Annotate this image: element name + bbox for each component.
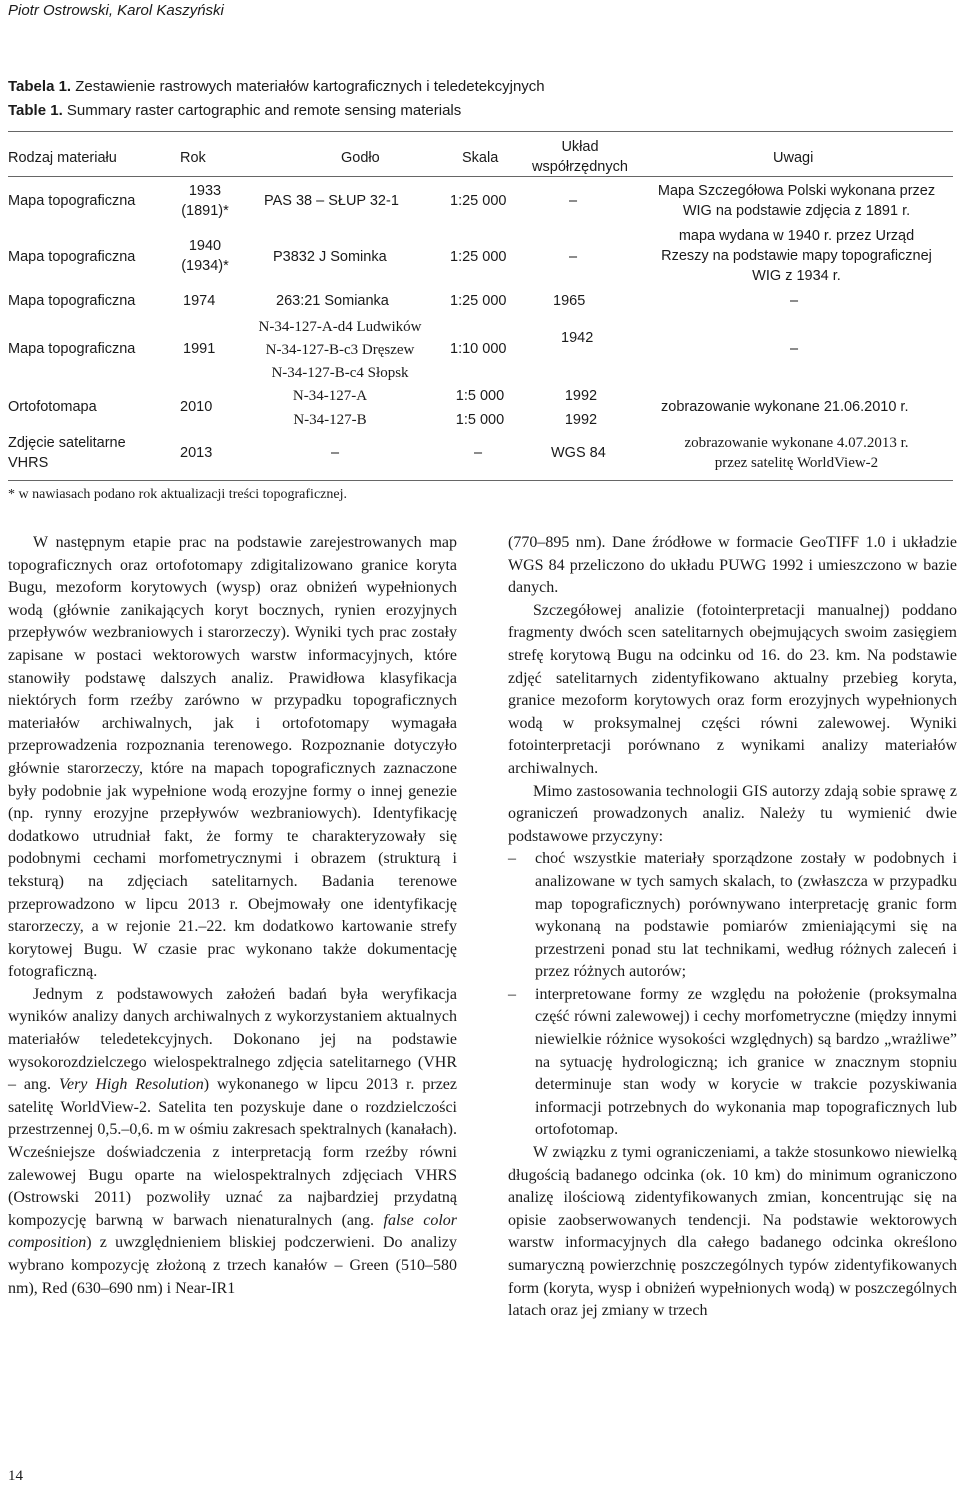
table-caption-pl: Tabela 1. Zestawienie rastrowych materiałów kartograficznych i teledetekcyjnych xyxy=(8,78,545,95)
table-bottom-rule xyxy=(8,480,953,481)
paragraph: Mimo zastosowania technologii GIS autorzy zdają sobie sprawę z ograniczeń prowadzonych analiz. Należy tu wymienić dwie podstawowe przyczyny: xyxy=(508,782,957,845)
body-column-right xyxy=(508,532,957,1323)
list-item: – interpretowane formy ze względu na położenie (proksymalna część równi zalewowej) i cechy morfometryczne (między innymi niewielkie różnice wysokości względnych) są bardzo „wrażliwe” na sytuację hydrologiczną; ich granice w znacznym stopniu determinuje stan wody w korycie w trakcie pozyskiwania informacji potrzebnych do wykonania map topograficznych lub ortofotomap. xyxy=(508,984,957,1142)
header-rok: Rok xyxy=(180,150,206,166)
cell-godlo: – xyxy=(331,445,340,461)
cell-godlo: N-34-127-A N-34-127-B xyxy=(292,388,368,428)
cell-uklad: – xyxy=(569,249,578,265)
header-rodzaj: Rodzaj materiału xyxy=(8,150,117,166)
header-godlo: Godło xyxy=(341,150,380,166)
cell-uklad: 1965 xyxy=(553,293,586,309)
cell-uwagi: Mapa Szczegółowa Polski wykonana przez WIG na podstawie zdjęcia z 1891 r. xyxy=(657,183,936,219)
list-item: – choć wszystkie materiały sporządzone zostały w podobnych i analizowane w tych samych skalach, to (zwłaszcza w przypadku map topograficznych) porównywano interpretację granic form wykonaną na podstawie pomiarów zmieniającymi się na przestrzeni ponad stu lat technikami, według różnych zaleceń i przez różnych autorów; xyxy=(508,848,957,984)
header-uklad: Układ współrzędnych xyxy=(532,139,628,175)
cell-skala: 1:25 000 xyxy=(450,249,507,265)
cell-rodzaj: Ortofotomapa xyxy=(8,399,97,415)
paragraph: Szczegółowej analizie (fotointerpretacji manualnej) poddano fragmenty dwóch scen satelitarnych obejmujących swoim zasięgiem strefę korytową Bugu na odcinku od 16. do 23. km. Na podstawie zdjęć satelitarnych zidentyfikowano aktualny przebieg koryta, granice mezoform korytowych oraz form erozyjnych wypełnionych wodą w proksymalnej części równi zalewowej. Wyniki fotointerpretacji porównano z wynikami analizy materiałów archiwalnych. xyxy=(508,601,957,777)
cell-uklad: 1992 1992 xyxy=(564,388,598,428)
table-header-rule xyxy=(8,176,953,177)
table-caption-en: Table 1. Summary raster cartographic and remote sensing materials xyxy=(8,102,462,119)
paragraph: W następnym etapie prac na podstawie zarejestrowanych map topograficznych oraz ortofotomapy zdigitalizowano granice koryta Bugu, mezoform korytowych (wysp) oraz obniżeń wypełnionych wodą (głównie zanikających koryt bocznych, rynien erozyjnych przepływów wezbraniowych i starorzeczy). Wyniki tych prac zostały zapisane w postaci wektorowych warstw informacyjnych, które stanowiły podstawę dalszych analiz. Prawidłowa klasyfikacja niektórych form rzeźby zarówno w przypadku topograficznych materiałów archiwalnych, jak i ortofotomapy wymagała przeprowadzenia rozpoznania terenowego. Rozpoznanie dotyczyło głównie starorzeczy, które na mapach topograficznych zaznaczone były podobnie jak wypełnione wodą erozyjne formy o innej genezie (np. rynny erozyjne przepływów wezbraniowych). Identyfikację dodatkowo utrudniał fakt, że formy te charakteryzowały się podobnymi cechami morfometrycznymi i obrazem (strukturą i teksturą) na zdjęciach satelitarnych. Badania terenowe przeprowadzono w lipcu 2013 r. Obejmowały one identyfikację starorzeczy, a w rejonie 21.–22. km dodatkowo kartowanie strefy korytowej Bugu. W czasie prac wykonano także dokumentację fotograficzną. xyxy=(8,534,457,981)
cell-uklad: WGS 84 xyxy=(551,445,606,461)
cell-uklad: 1942 xyxy=(561,330,594,346)
cell-rok: 1974 xyxy=(183,293,216,309)
cell-skala: 1:25 000 xyxy=(450,293,507,309)
cell-rodzaj: Mapa topograficzna xyxy=(8,293,136,309)
cell-rodzaj: Mapa topograficzna xyxy=(8,249,136,265)
cell-godlo: 263:21 Somianka xyxy=(276,293,389,309)
cell-uwagi: – xyxy=(790,341,799,357)
cell-uwagi: zobrazowanie wykonane 21.06.2010 r. xyxy=(661,399,909,415)
paragraph: (770–895 nm). Dane źródłowe w formacie GeoTIFF 1.0 i układzie WGS 84 przeliczono do układu PUWG 1992 i umieszczono w bazie danych. xyxy=(508,534,957,597)
cell-godlo: N-34-127-A-d4 Ludwików N-34-127-B-c3 Dręszew N-34-127-B-c4 Słopsk xyxy=(258,319,422,381)
table-footnote: * w nawiasach podano rok aktualizacji treści topograficznej. xyxy=(8,487,347,502)
cell-uwagi: mapa wydana w 1940 r. przez Urząd Rzeszy na podstawie mapy topograficznej WIG z 1934 r. xyxy=(661,228,932,284)
cell-uwagi: – xyxy=(790,293,799,309)
cell-godlo: P3832 J Sominka xyxy=(273,249,387,265)
cell-rok: 1991 xyxy=(183,341,216,357)
cell-rok: 1933 (1891)* xyxy=(181,183,229,219)
cell-skala: – xyxy=(474,445,483,461)
cell-rodzaj: Mapa topograficzna xyxy=(8,341,136,357)
cell-skala: 1:10 000 xyxy=(450,341,507,357)
paragraph: W związku z tymi ograniczeniami, a także stosunkowo niewielką długością badanego odcinka (ok. 10 km) do minimum ograniczono analizę ilościową zidentyfikowanych zmian, koncentrując się na opisie zaobserwowanych tendencji. Na podstawie wektorowych warstw informacyjnych dla całego badanego odcinka określono sumaryczną powierzchnię poszczególnych typów zidentyfikowanych form (koryta, wysp i obniżeń wypełnionych wodą) w poszczególnych latach oraz jej zmiany w trzech xyxy=(508,1144,957,1320)
body-column-left xyxy=(8,532,457,1300)
paragraph: Jednym z podstawowych założeń badań była weryfikacja wyników analizy danych archiwalnych z wykorzystaniem aktualnych materiałów teledetekcyjnych. Dokonano jej na podstawie wysokorozdzielczego wielospektralnego zdjęcia satelitarnego (VHR – ang. Very High Resolution) wykonanego w lipcu 2013 r. przez satelitę WorldView-2. Satelita ten pozyskuje dane o rozdzielczości przestrzennej 0,5.–0,6. m w ośmiu zakresach spektralnych (kanałach). Wcześniejsze doświadczenia z interpretacją form rzeźby równi zalewowej Bugu oparte na wielospektralnych zdjęciach VHRS (Ostrowski 2011) pozwoliły uznać za najbardziej przydatną kompozycję barwną w barwach nienaturalnych (ang. false color composition) z uwzględnieniem bliskiej podczerwieni. Do analizy wybrano kompozycję złożoną z trzech kanałów – Green (510–580 nm), Red (630–690 nm) i Near-IR1 xyxy=(8,985,457,1297)
table-top-rule xyxy=(8,131,953,132)
running-header: Piotr Ostrowski, Karol Kaszyński xyxy=(8,2,224,19)
cell-rok: 2013 xyxy=(180,445,213,461)
header-uwagi: Uwagi xyxy=(773,150,814,166)
bullet-list xyxy=(508,848,957,1142)
cell-rodzaj: Mapa topograficzna xyxy=(8,193,136,209)
cell-uwagi: zobrazowanie wykonane 4.07.2013 r. przez satelitę WorldView-2 xyxy=(684,435,909,471)
header-skala: Skala xyxy=(462,150,499,166)
cell-rok: 1940 (1934)* xyxy=(181,238,229,274)
cell-rodzaj: Zdjęcie satelitarne VHRS xyxy=(8,435,126,471)
cell-skala: 1:25 000 xyxy=(450,193,507,209)
cell-skala: 1:5 000 1:5 000 xyxy=(455,388,505,428)
page-number: 14 xyxy=(8,1468,23,1484)
cell-rok: 2010 xyxy=(180,399,213,415)
cell-godlo: PAS 38 – SŁUP 32-1 xyxy=(264,193,399,209)
cell-uklad: – xyxy=(569,193,578,209)
